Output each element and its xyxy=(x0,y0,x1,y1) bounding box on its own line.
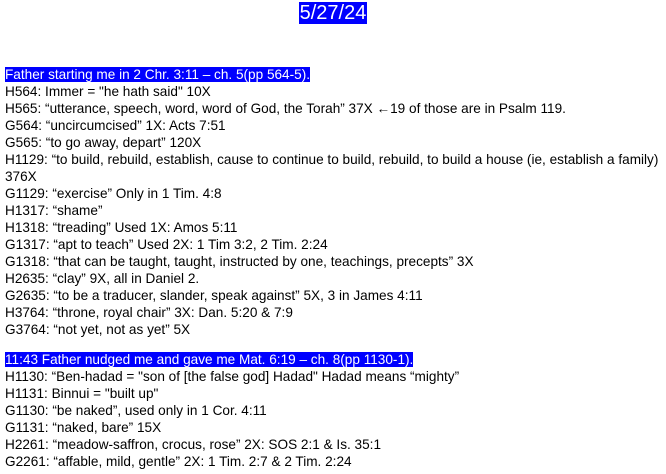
entry-line: G3764: “not yet, not as yet” 5X xyxy=(5,322,191,337)
entry-line: H1130: “Ben-hadad = "son of [the false god] Hadad" Hadad means “mighty” xyxy=(5,369,460,384)
date-text: 5/27/24 xyxy=(299,2,367,24)
entry-line: G1318: “that can be taught, taught, instructed by one, teachings, precepts” 3X xyxy=(5,254,474,269)
entry-line: H1131: Binnui = "built up" xyxy=(5,386,159,401)
section-heading-text: 11:43 Father nudged me and gave me Mat. 6:19 – ch. 8(pp 1130-1). xyxy=(5,352,414,367)
entry-line: G2261: “affable, mild, gentle” 2X: 1 Tim. 2:7 & 2 Tim. 2:24 xyxy=(5,454,352,469)
section-heading xyxy=(5,351,665,368)
study-section-2 xyxy=(5,351,665,470)
document-date xyxy=(0,1,666,25)
entry-line: H1318: “treading” Used 1X: Amos 5:11 xyxy=(5,220,238,235)
entry-line: G2635: “to be a traducer, slander, speak against” 5X, 3 in James 4:11 xyxy=(5,288,423,303)
study-section-1 xyxy=(5,66,665,338)
entry-line: G1129: “exercise” Only in 1 Tim. 4:8 xyxy=(5,186,222,201)
section-heading xyxy=(5,66,665,83)
entry-line: G1131: “naked, bare” 15X xyxy=(5,420,162,435)
entry-line: H3764: “throne, royal chair” 3X: Dan. 5:20 & 7:9 xyxy=(5,305,293,320)
entry-line: H1317: “shame” xyxy=(5,203,103,218)
entry-line: G1317: “apt to teach” Used 2X: 1 Tim 3:2, 2 Tim. 2:24 xyxy=(5,237,328,252)
entry-line: H564: Immer = "he hath said" 10X xyxy=(5,84,211,99)
entry-line: H1129: “to build, rebuild, establish, cause to continue to build, rebuild, to build a house (ie, establish a family) 376X xyxy=(5,152,659,184)
entry-line: G565: “to go away, depart” 120X xyxy=(5,135,202,150)
entry-line: H2261: “meadow-saffron, crocus, rose” 2X: SOS 2:1 & Is. 35:1 xyxy=(5,437,382,452)
entry-line: H565: “utterance, speech, word, word of God, the Torah” 37X ←19 of those are in Psalm 119. xyxy=(5,101,566,116)
section-heading-text: Father starting me in 2 Chr. 3:11 – ch. 5(pp 564-5). xyxy=(5,67,311,82)
entry-line: G1130: “be naked”, used only in 1 Cor. 4:11 xyxy=(5,403,267,418)
entry-line: H2635: “clay” 9X, all in Daniel 2. xyxy=(5,271,200,286)
entry-line: G564: “uncircumcised” 1X: Acts 7:51 xyxy=(5,118,226,133)
